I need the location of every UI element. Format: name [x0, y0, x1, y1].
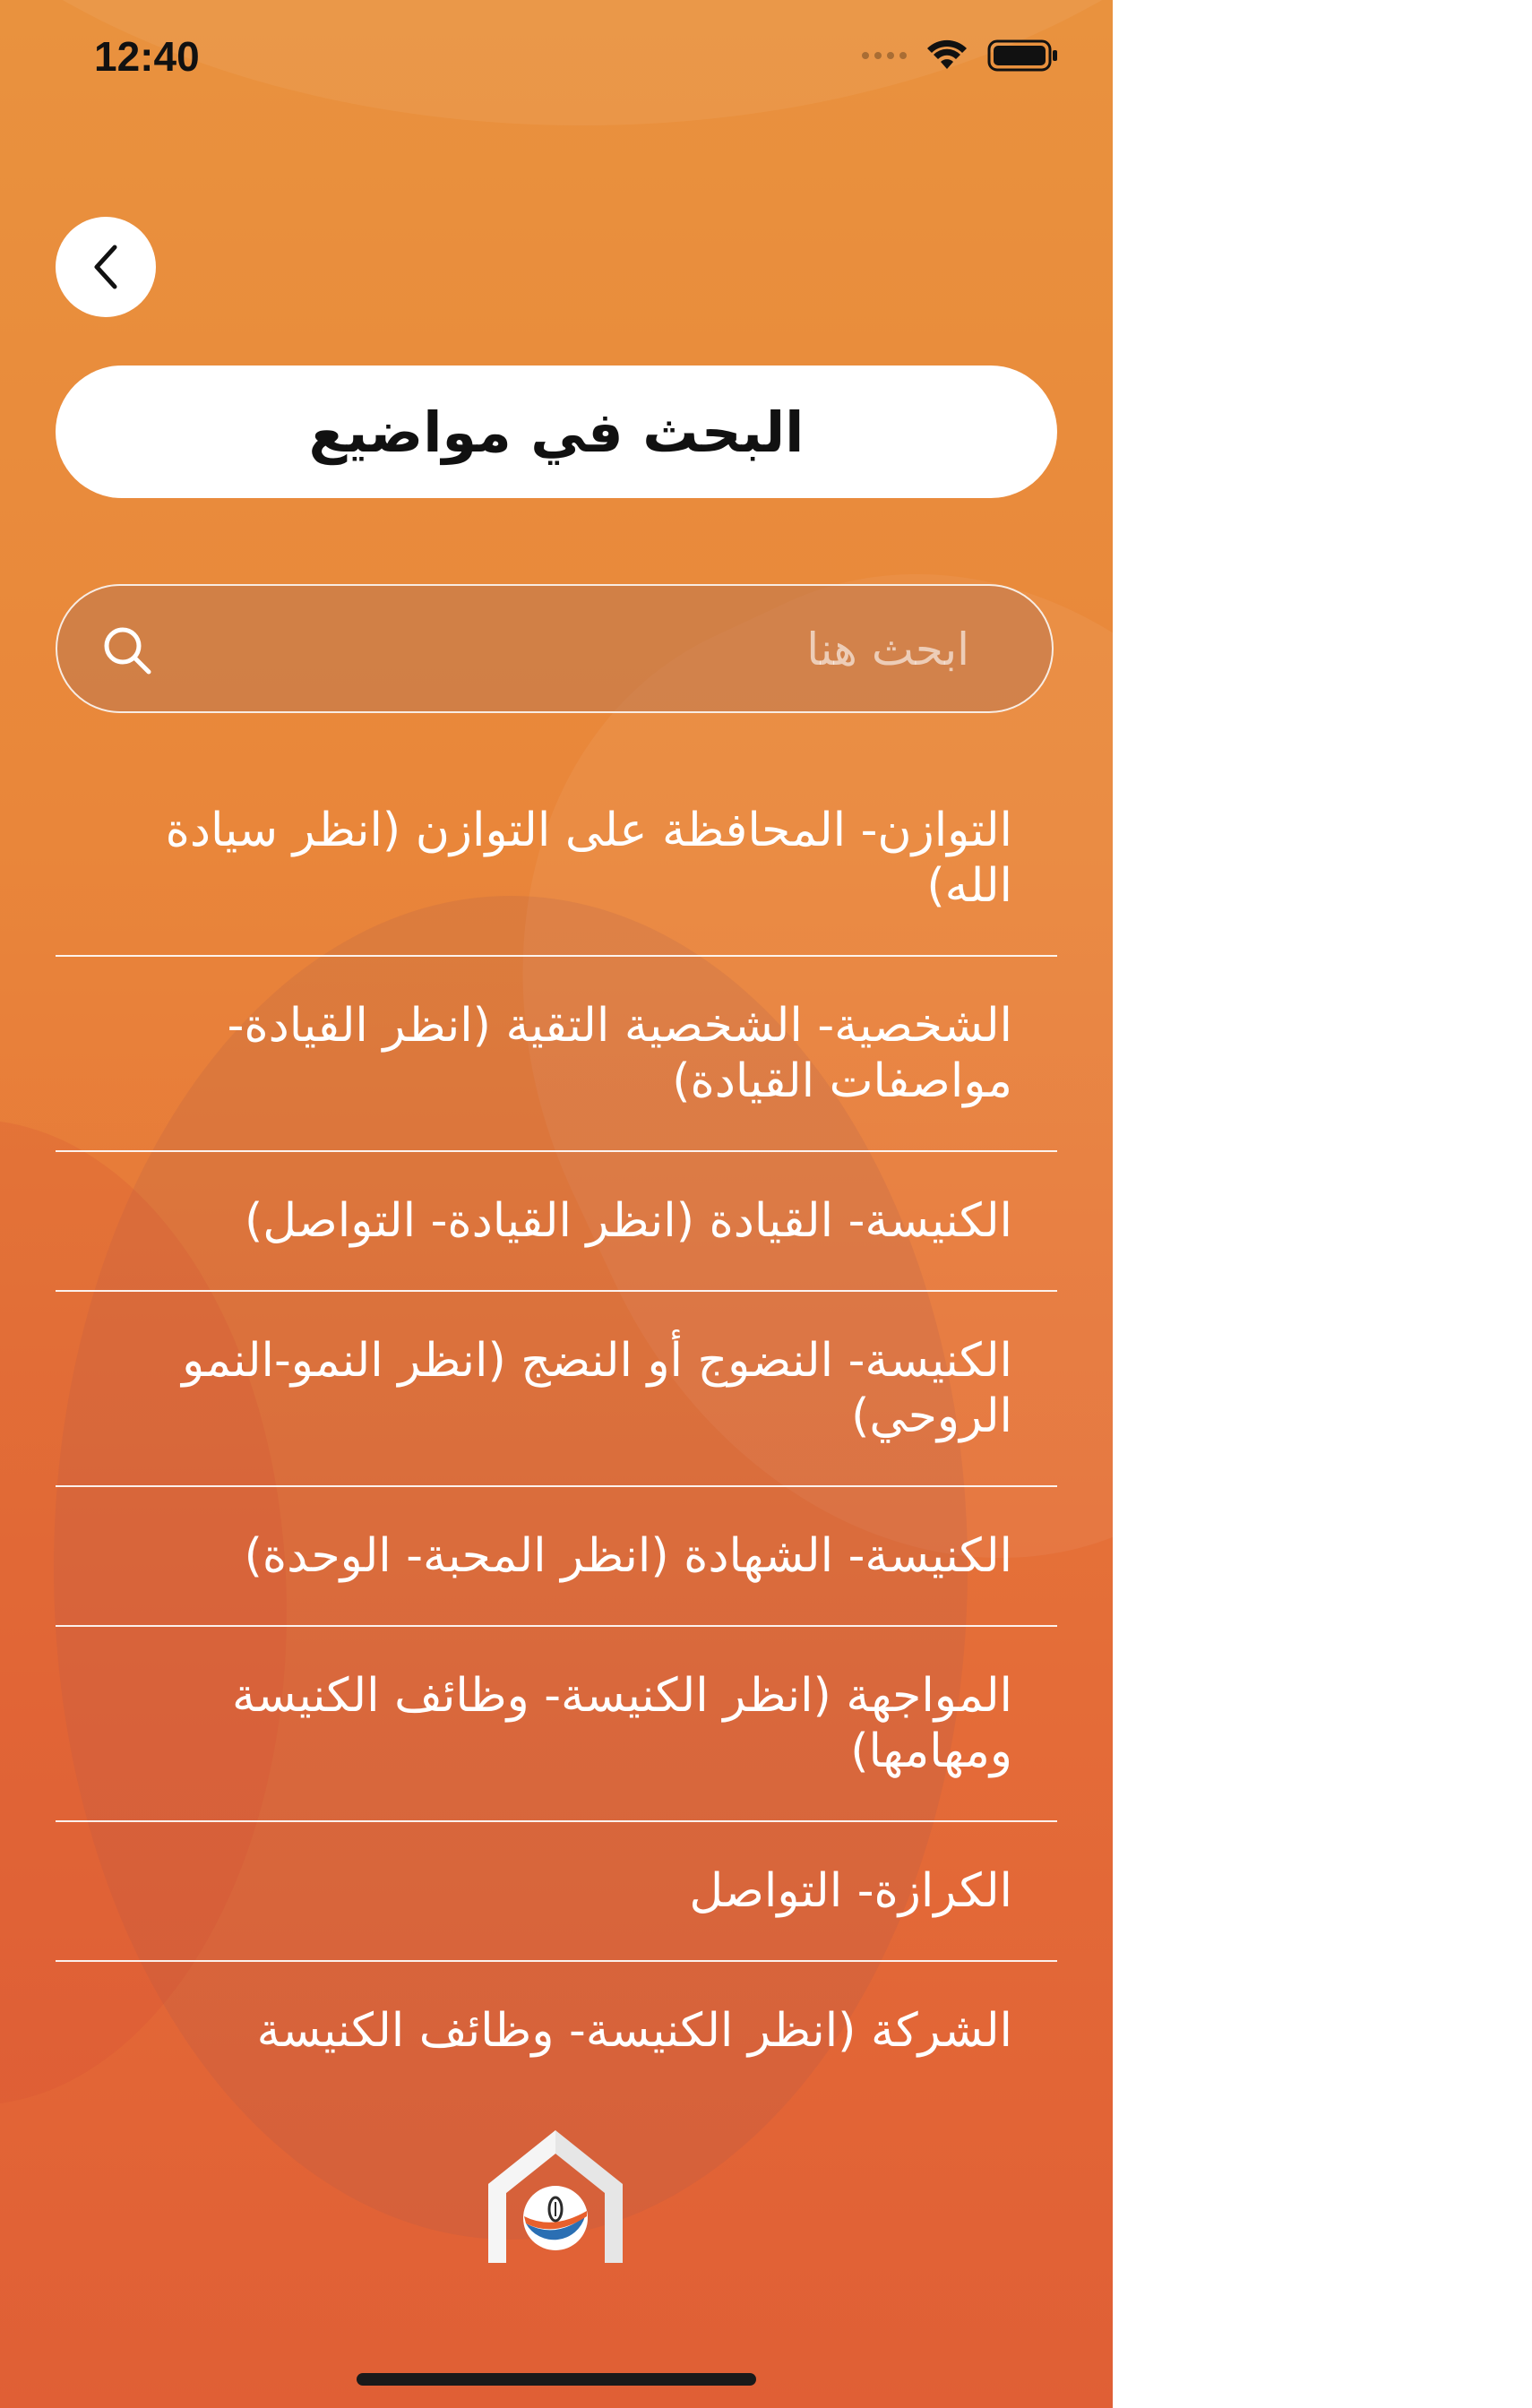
search-input[interactable]	[192, 613, 971, 686]
back-button[interactable]	[56, 217, 156, 317]
search-icon[interactable]	[100, 624, 154, 677]
status-bar	[0, 0, 1113, 116]
chevron-left-icon	[88, 244, 124, 290]
results-list	[56, 761, 1057, 2058]
signal-dots-icon	[862, 52, 907, 59]
list-item[interactable]: الكرازة- التواصل	[56, 1822, 1057, 1962]
status-icons	[862, 39, 1059, 72]
list-item[interactable]: الشخصية- الشخصية التقية (انظر القيادة- مواصفات القيادة)	[56, 957, 1057, 1152]
page-title: البحث في مواضيع	[308, 399, 805, 465]
list-item[interactable]: الكنيسة- الشهادة (انظر المحبة- الوحدة)	[56, 1487, 1057, 1627]
wifi-icon	[926, 40, 968, 71]
search-box[interactable]	[56, 584, 1054, 713]
list-item[interactable]: الكنيسة- النضوج أو النضج (انظر النمو-النمو الروحي)	[56, 1292, 1057, 1487]
status-time: 12:40	[94, 33, 200, 80]
list-item[interactable]: التوازن- المحافظة على التوازن (انظر سيادة الله)	[56, 761, 1057, 957]
home-indicator[interactable]	[357, 2373, 756, 2386]
page-title-pill	[56, 366, 1057, 498]
list-item[interactable]: المواجهة (انظر الكنيسة- وظائف الكنيسة ومهامها)	[56, 1627, 1057, 1822]
list-item[interactable]: الشركة (انظر الكنيسة- وظائف الكنيسة	[256, 2004, 1012, 2058]
list-item[interactable]: الكنيسة- القيادة (انظر القيادة- التواصل)	[56, 1152, 1057, 1292]
house-logo-icon	[488, 2130, 623, 2263]
battery-icon	[987, 39, 1059, 72]
